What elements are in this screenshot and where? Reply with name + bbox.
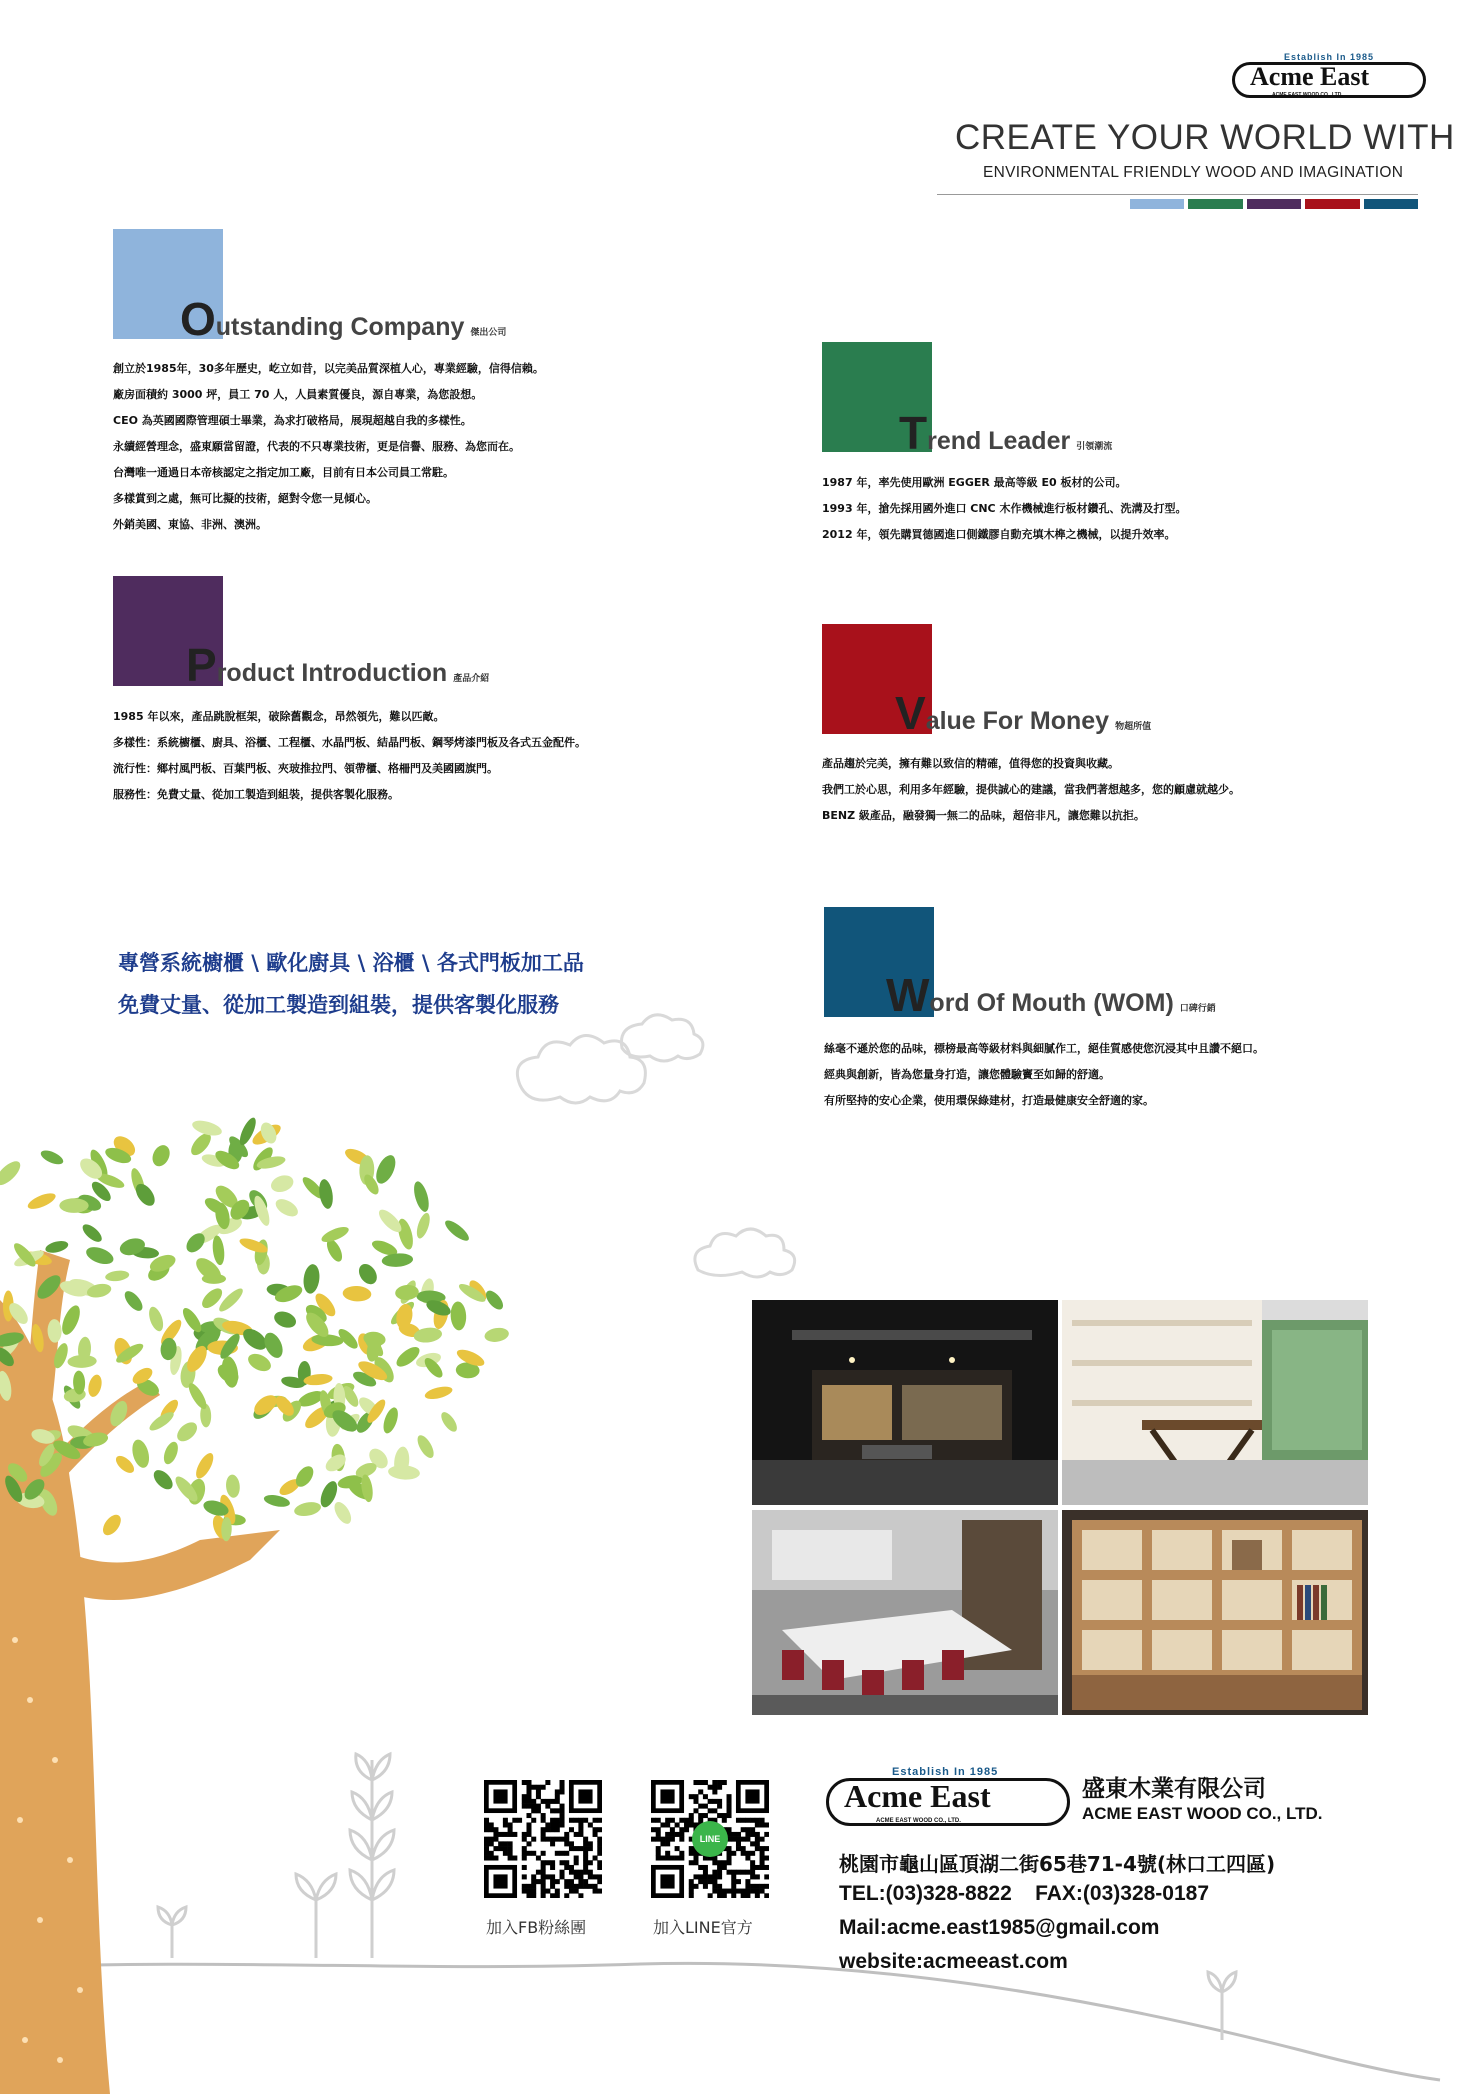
leaf bbox=[272, 1309, 299, 1331]
leaf bbox=[381, 1252, 413, 1267]
leaf bbox=[484, 1326, 510, 1343]
leaf bbox=[146, 1305, 166, 1333]
wom-line: 經典與創新，皆為您量身打造，讓您體驗竇至如歸的舒適。 bbox=[824, 1068, 1110, 1081]
leaf bbox=[67, 1354, 97, 1368]
leaf bbox=[225, 1474, 241, 1498]
line-qr-caption: 加入LINE官方 bbox=[653, 1918, 753, 1937]
leaf bbox=[442, 1217, 472, 1244]
outstanding-line: 廠房面積約 3000 坪，員工 70 人，人員素質優良，源自專業，為您設想。 bbox=[113, 388, 483, 401]
company-phone-fax: TEL:(03)328-8822 FAX:(03)328-0187 bbox=[839, 1882, 1210, 1905]
fb-qr-code[interactable] bbox=[484, 1780, 602, 1898]
wom-line: 有所堅持的安心企業，使用環保綠建材，打造最健康安全舒適的家。 bbox=[824, 1094, 1154, 1107]
company-logo-subtitle: ACME EAST WOOD CO., LTD. bbox=[876, 1818, 961, 1824]
leaf bbox=[174, 1419, 201, 1445]
outstanding-line: 台灣唯一通過日本帝核認定之指定加工廠，目前有日本公司員工常駐。 bbox=[113, 466, 454, 479]
product-line: 流行性：鄉村風門板、百葉門板、夾玻推拉門、領帶櫃、格柵門及美國國旗門。 bbox=[113, 762, 498, 775]
leaf bbox=[414, 1211, 432, 1240]
leaf bbox=[80, 1221, 105, 1245]
leaf bbox=[317, 1178, 334, 1210]
outstanding-line: 外銷美國、東協、非洲、澳洲。 bbox=[113, 518, 267, 531]
leaf bbox=[130, 1438, 152, 1470]
trend-line: 2012 年，領先購買德國進口側鐵膠自動充填木榫之機械，以提升效率。 bbox=[822, 528, 1176, 541]
leaf bbox=[149, 1142, 173, 1169]
leaf bbox=[302, 1263, 321, 1294]
leaf bbox=[39, 1148, 65, 1167]
product-line: 多樣性：系統櫥櫃、廚具、浴櫃、工程櫃、水晶門板、結晶門板、鋼琴烤漆門板及各式五金配件。 bbox=[113, 736, 586, 749]
leaf bbox=[414, 1433, 437, 1461]
leaf bbox=[263, 1493, 291, 1509]
company-logo-wordmark: Acme East bbox=[844, 1778, 991, 1814]
trend-title-zh: 引領潮流 bbox=[1076, 442, 1113, 452]
tree-leaves bbox=[0, 1116, 510, 1542]
leaf bbox=[388, 1464, 421, 1480]
leaf bbox=[411, 1180, 431, 1214]
leaf bbox=[121, 1288, 145, 1314]
company-logo bbox=[826, 1766, 1072, 1830]
fb-qr-caption: 加入FB粉絲團 bbox=[486, 1918, 587, 1937]
leaf bbox=[193, 1451, 217, 1482]
leaf bbox=[245, 1350, 274, 1374]
leaf bbox=[99, 1512, 124, 1539]
line-logo-icon: LINE bbox=[692, 1821, 728, 1857]
outstanding-title-text: utstanding Company bbox=[215, 313, 465, 341]
value-title-text: alue For Money bbox=[925, 707, 1110, 735]
leaf bbox=[438, 1410, 460, 1435]
outstanding-line: 永續經營理念，盛東願當留證，代表的不只專業技術，更是信譽、服務、為您而在。 bbox=[113, 440, 520, 453]
logo-subtitle: ACME EAST WOOD CO., LTD. bbox=[1272, 92, 1343, 98]
slogan-line-1: 專營系統櫥櫃 \ 歐化廚具 \ 浴櫃 \ 各式門板加工品 bbox=[118, 951, 584, 975]
leaf bbox=[44, 1239, 69, 1255]
wom-title-text: ord Of Mouth (WOM) bbox=[929, 989, 1174, 1017]
photo-building-night-art bbox=[752, 1300, 1058, 1505]
product-title-zh: 產品介紹 bbox=[453, 674, 490, 684]
trend-line: 1987 年，率先使用歐洲 EGGER 最高等級 E0 板材的公司。 bbox=[822, 476, 1127, 489]
outstanding-title-cap: O bbox=[180, 293, 216, 345]
value-title-zh: 物超所值 bbox=[1115, 722, 1152, 732]
line-qr-code[interactable] bbox=[651, 1780, 769, 1898]
company-email[interactable]: Mail:acme.east1985@gmail.com bbox=[839, 1916, 1160, 1939]
leaf bbox=[150, 1467, 176, 1493]
photo-bookshelf bbox=[1062, 1510, 1368, 1715]
leaf bbox=[331, 1499, 354, 1526]
photo-conference-room-art bbox=[752, 1510, 1058, 1715]
leaf bbox=[381, 1406, 401, 1436]
outstanding-line: CEO 為英國國際管理碩士畢業，為求打破格局，展現超越自我的多樣性。 bbox=[113, 414, 472, 427]
slogan-line-2: 免費丈量、從加工製造到組裝，提供客製化服務 bbox=[118, 993, 559, 1017]
trend-title-text: rend Leader bbox=[927, 427, 1071, 455]
cloud-icon bbox=[695, 1229, 795, 1277]
product-line: 1985 年以來，產品跳脫框架，破除舊觀念，昂然領先，難以匹敵。 bbox=[113, 710, 445, 723]
product-title-cap: P bbox=[186, 639, 217, 691]
leaf bbox=[105, 1269, 130, 1282]
value-line: BENZ 級產品，融發獨一無二的品味，超倍非凡，讓您難以抗拒。 bbox=[822, 809, 1145, 822]
leaf bbox=[372, 1152, 399, 1186]
leaf bbox=[342, 1285, 371, 1302]
leaf bbox=[273, 1196, 301, 1220]
photo-conference-room bbox=[752, 1510, 1058, 1715]
product-line: 服務性：免費丈量、從加工製造到組裝，提供客製化服務。 bbox=[113, 788, 399, 801]
leaf bbox=[26, 1190, 58, 1212]
leaf bbox=[186, 1381, 210, 1412]
tagline-main: CREATE YOUR WORLD WITH bbox=[955, 118, 1455, 157]
company-name-en: ACME EAST WOOD CO., LTD. bbox=[1082, 1804, 1323, 1823]
leaf bbox=[202, 1274, 226, 1284]
trend-line: 1993 年，搶先採用國外進口 CNC 木作機械進行板材鑽孔、洗溝及打型。 bbox=[822, 502, 1187, 515]
leaf bbox=[393, 1343, 422, 1370]
product-title-text: roduct Introduction bbox=[216, 659, 448, 687]
photo-office-desk-art bbox=[1062, 1300, 1368, 1505]
wom-line: 絲毫不遜於您的品味，標榜最高等級材料與細膩作工，絕佳質感使您沉浸其中且讚不絕口。 bbox=[824, 1042, 1264, 1055]
value-line: 產品趨於完美，擁有難以致信的精確，值得您的投資與收藏。 bbox=[822, 757, 1119, 770]
leaf bbox=[86, 1373, 104, 1398]
photo-bookshelf-art bbox=[1062, 1510, 1368, 1715]
value-title-cap: V bbox=[895, 687, 926, 739]
photo-building-night bbox=[752, 1300, 1058, 1505]
leaf bbox=[269, 1172, 296, 1194]
qr-code-icon bbox=[484, 1780, 602, 1898]
wom-title-cap: W bbox=[886, 969, 930, 1021]
leaf bbox=[395, 1284, 420, 1301]
leaf bbox=[293, 1500, 322, 1518]
trend-title-cap: T bbox=[899, 407, 928, 459]
tree-branch bbox=[46, 1530, 280, 1600]
logo-wordmark: Acme East bbox=[1250, 62, 1370, 91]
cloud-icon bbox=[517, 1015, 703, 1103]
leaf bbox=[84, 1244, 116, 1268]
leaf bbox=[180, 1305, 205, 1335]
photo-office-desk bbox=[1062, 1300, 1368, 1505]
logo-established: Establish In 1985 bbox=[1284, 52, 1375, 62]
leaf bbox=[483, 1288, 506, 1313]
leaf bbox=[59, 1198, 88, 1213]
leaf bbox=[58, 1303, 83, 1337]
leaf bbox=[161, 1440, 181, 1466]
company-logo-established: Establish In 1985 bbox=[892, 1766, 999, 1778]
leaf bbox=[355, 1261, 380, 1288]
leaf bbox=[424, 1384, 454, 1401]
company-address: 桃園市龜山區頂湖二街65巷71-4號(林口工四區) bbox=[839, 1852, 1276, 1876]
wom-title-zh: 口碑行銷 bbox=[1179, 1004, 1216, 1014]
company-name-zh: 盛東木業有限公司 bbox=[1082, 1776, 1266, 1802]
outstanding-line: 創立於1985年，30多年歷史，屹立如昔，以完美品質深植人心，專業經驗，信得信賴。 bbox=[113, 362, 544, 375]
outstanding-title-zh: 傑出公司 bbox=[470, 328, 507, 338]
outstanding-line: 多樣賞到之處，無可比擬的技術，絕對令您一見傾心。 bbox=[113, 492, 377, 505]
value-line: 我們工於心思，利用多年經驗，提供誠心的建議，當我們著想越多，您的顧慮就越少。 bbox=[822, 783, 1240, 796]
leaf bbox=[211, 1235, 226, 1266]
leaf bbox=[450, 1301, 467, 1331]
leaf bbox=[0, 1157, 24, 1189]
tagline-sub: ENVIRONMENTAL FRIENDLY WOOD AND IMAGINATION bbox=[983, 164, 1404, 181]
company-website[interactable]: website:acmeeast.com bbox=[839, 1950, 1068, 1973]
